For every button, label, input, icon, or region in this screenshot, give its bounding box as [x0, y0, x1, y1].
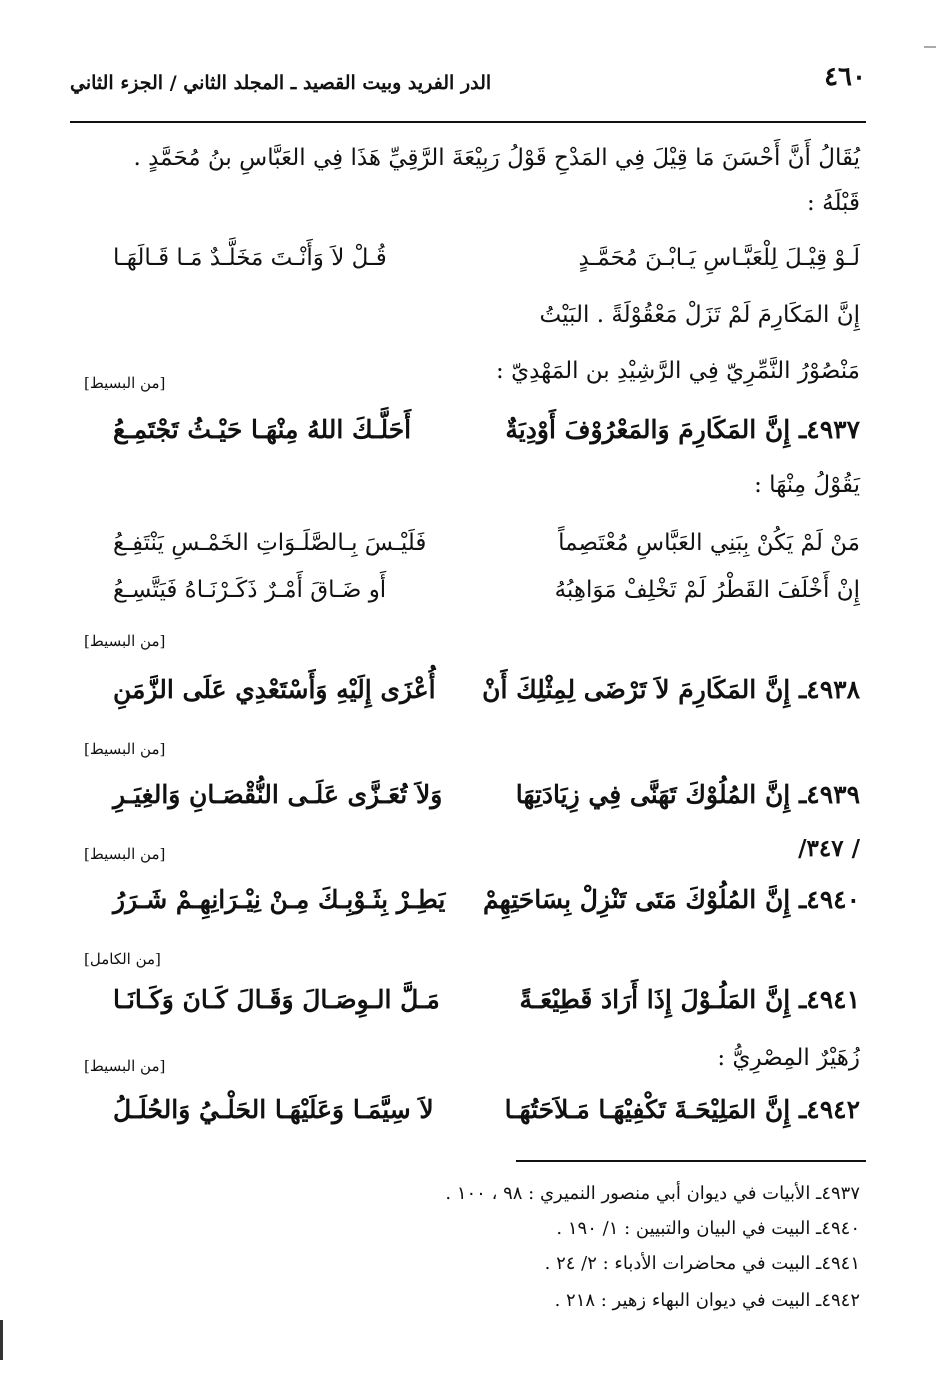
verse-hemistich-second: أَو ضَـاقَ أَمْـرٌ ذَكَـرْنَـاهُ فَيَتَّسِـعُ: [113, 577, 387, 603]
meter-label: [من البسيط]: [84, 740, 166, 758]
footnote: ٤٩٤٢ـ البيت في ديوان البهاء زهير : ٢١٨ .: [554, 1290, 860, 1311]
verse-hemistich-second: يَطِـرْ بِثَـوْبِـكَ مِـنْ نِيْـرَانِهِـمْ شَـرَرُ: [113, 885, 446, 914]
verse-hemistich-second: وَلاَ تُعَـزَّى عَلَـى النُّقْصَـانِ وَالغِيَـرِ: [113, 780, 443, 809]
scan-edge-mark: [0, 1320, 3, 1360]
verse-hemistich-second: مَـلَّ الـوِصَـالَ وَقَـالَ كَـانَ وَكَـانَـا: [113, 985, 440, 1014]
verse-hemistich-first: ٤٩٣٨ـ إِنَّ المَكَارِمَ لاَ تَرْضَى لِمِثْلِكَ أَنْ: [482, 675, 860, 704]
intro-line: يُقَالُ أَنَّ أَحْسَنَ مَا قِيْلَ فِي المَدْحِ قَوْلُ رَبِيْعَةَ الرَّقِيِّ هَذَا فِي العَبَّاسِ بنُ مُحَمَّدٍ .: [133, 145, 860, 171]
prose-line: إِنَّ المَكَارِمَ لَمْ تَزَلْ مَعْقُوْلَةً . البَيْتُ: [539, 302, 860, 328]
prose-line: زُهَيْرٌ المِصْرِيُّ :: [717, 1045, 860, 1071]
verse-hemistich-first: إِنْ أَخْلَفَ القَطْرُ لَمْ تَخْلِفْ مَوَاهِبُهُ: [554, 577, 860, 603]
meter-label: [من الكامل]: [84, 950, 161, 968]
prose-line: مَنْصُوْرُ النَّمِّرِيّ فِي الرَّشِيْدِ بن المَهْدِيّ :: [496, 358, 860, 384]
verse-hemistich-second: أَحَلَّـكَ اللهُ مِنْهَـا حَيْـثُ تَجْتَمِـعُ: [113, 415, 412, 444]
footnote: ٤٩٤٠ـ البيت في البيان والتبيين : ١/ ١٩٠ .: [556, 1218, 860, 1239]
meter-label: [من البسيط]: [84, 845, 166, 863]
page-number: ٤٦٠: [824, 62, 866, 92]
meter-label: [من البسيط]: [84, 1057, 166, 1075]
verse-hemistich-second: قُـلْ لاَ وَأَنْـتَ مَخَلَّـدٌ مَـا قَـالَهَـا: [113, 245, 387, 271]
verse-hemistich-second: فَلَيْـسَ بِـالصَّلَـوَاتِ الخَمْـسِ يَنْتَفِـعُ: [113, 530, 427, 556]
verse-hemistich-first: ٤٩٤١ـ إِنَّ المَلُـوْلَ إِذَا أَرَادَ قَطِيْعَـةً: [519, 985, 860, 1014]
running-title: الدر الفريد وبيت القصيد ـ المجلد الثاني / الجزء الثاني: [70, 72, 492, 94]
footnote: ٤٩٣٧ـ الأبيات في ديوان أبي منصور النميري : ٩٨ ، ١٠٠ .: [445, 1183, 860, 1204]
footnote: ٤٩٤١ـ البيت في محاضرات الأدباء : ٢/ ٢٤ .: [544, 1253, 860, 1274]
header-rule: [70, 121, 866, 123]
verse-hemistich-first: ٤٩٣٧ـ إِنَّ المَكَارِمَ وَالمَعْرُوْفَ أَوْدِيَةٌ: [505, 415, 860, 444]
meter-label: [من البسيط]: [84, 632, 166, 650]
verse-hemistich-second: لاَ سِيَّمَـا وَعَلَيْهَـا الحَلْـيُ وَالحُلَـلُ: [113, 1095, 434, 1124]
verse-hemistich-first: لَـوْ قِيْـلَ لِلْعَبَّـاسِ يَـابْـنَ مُحَمَّـدٍ: [578, 245, 860, 271]
page-reference: / ٣٤٧/: [798, 835, 860, 862]
meter-label: [من البسيط]: [84, 374, 166, 392]
verse-hemistich-first: ٤٩٣٩ـ إِنَّ المُلُوْكَ تَهَنَّى فِي زِيَادَتِهَا: [515, 780, 860, 809]
prose-line: يَقُوْلُ مِنْهَا :: [754, 472, 860, 498]
page-header: [70, 62, 866, 106]
margin-tick: [924, 46, 936, 48]
verse-hemistich-first: ٤٩٤٠ـ إِنَّ المُلُوْكَ مَتَى تَنْزِلْ بِسَاحَتِهِمْ: [483, 885, 860, 914]
footnote-rule: [516, 1160, 866, 1162]
intro-line: قَبْلَهُ :: [807, 190, 860, 216]
verse-hemistich-first: ٤٩٤٢ـ إِنَّ المَلِيْحَـةَ تَكْفِيْهَـا مَـلاَحَتُهَـا: [504, 1095, 860, 1124]
verse-hemistich-second: أُعْزَى إِلَيْهِ وَأَسْتَعْدِي عَلَى الزَّمَنِ: [113, 675, 436, 704]
verse-hemistich-first: مَنْ لَمْ يَكُنْ بِبَنِي العَبَّاسِ مُعْتَصِماً: [558, 530, 860, 556]
